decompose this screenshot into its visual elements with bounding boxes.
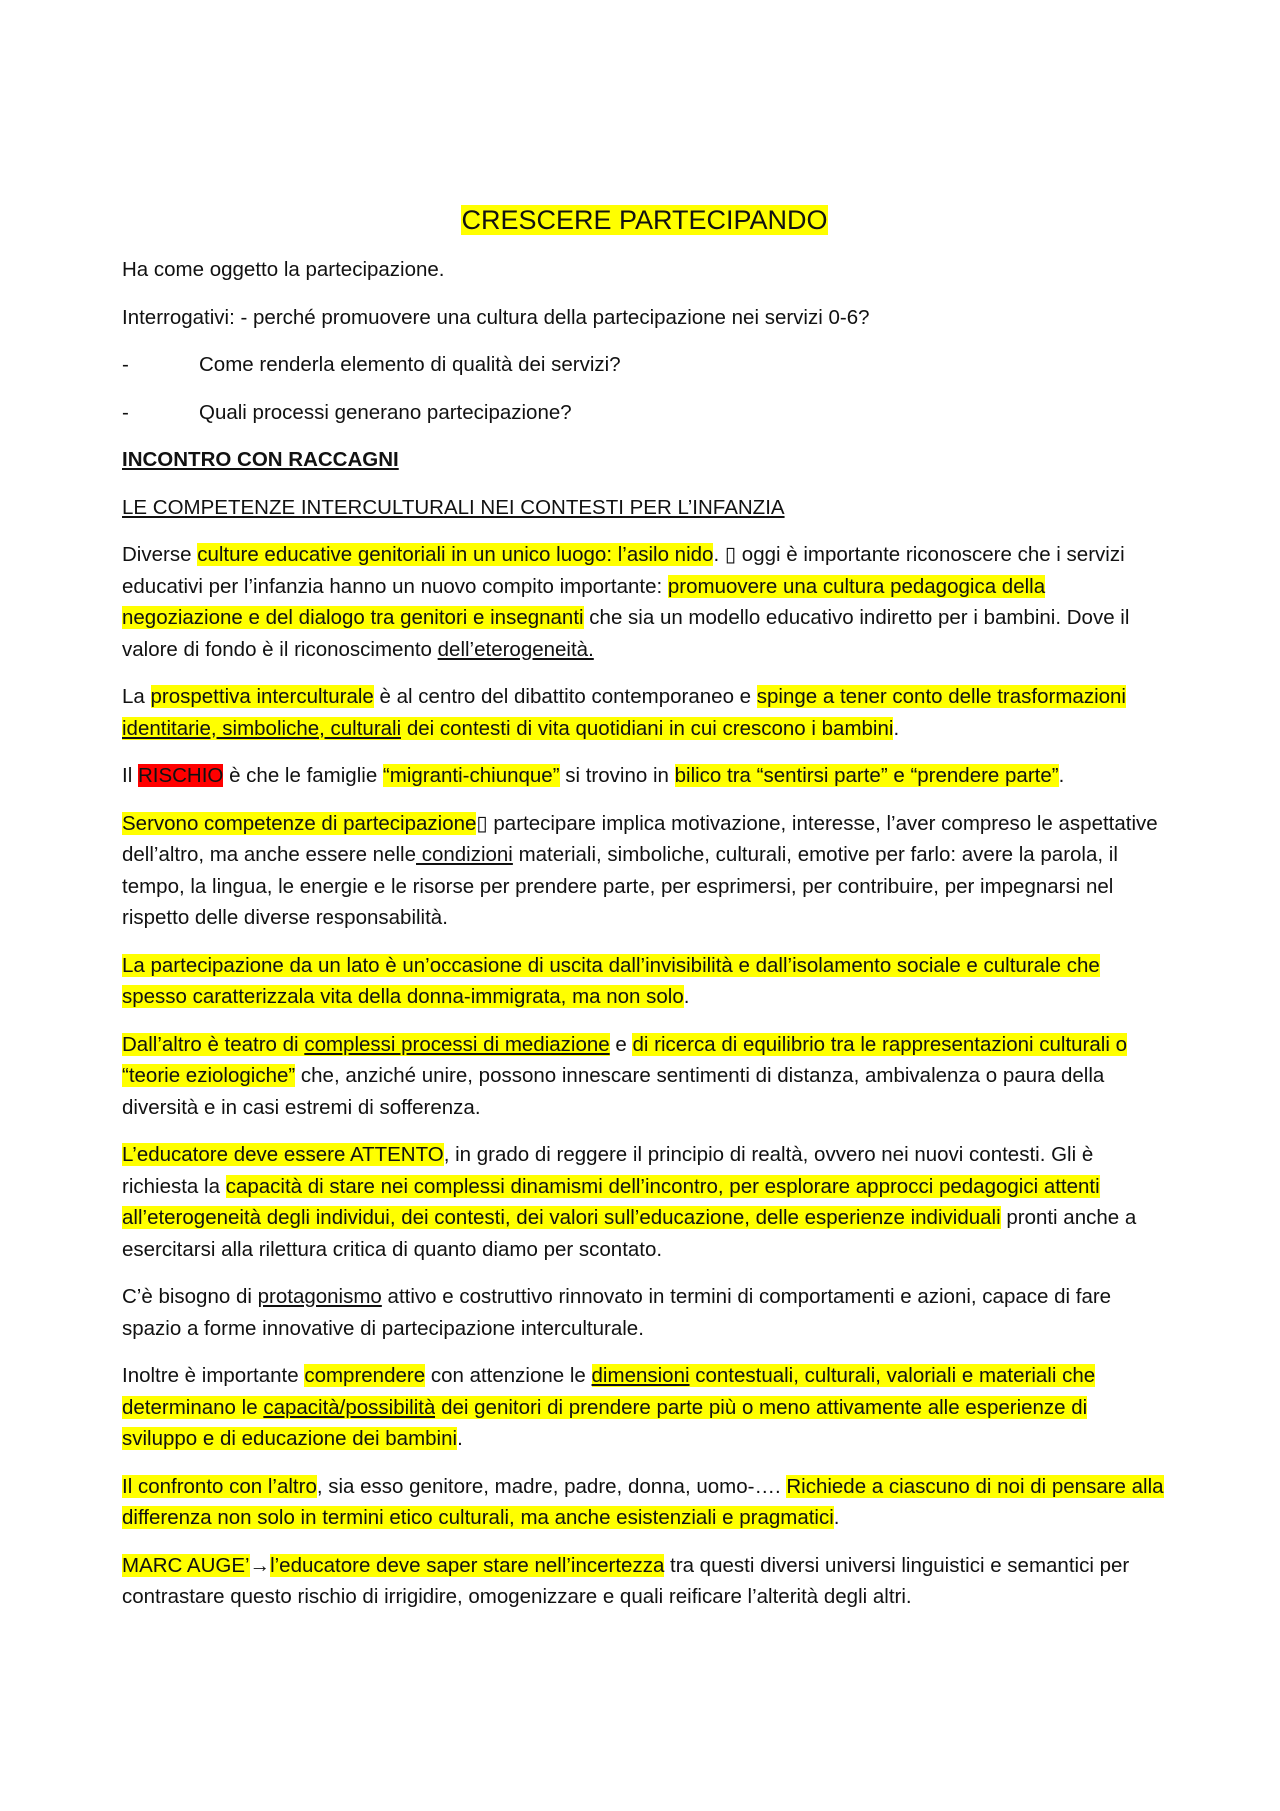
intro-paragraph: Ha come oggetto la partecipazione.	[122, 258, 445, 281]
highlighted-text: Dall’altro è teatro di	[122, 1032, 305, 1056]
text-run: Il	[122, 764, 138, 787]
question-2-text: Come renderla elemento di qualità dei servizi?	[199, 353, 621, 376]
highlighted-underlined-text: capacità/possibilità	[263, 1395, 436, 1419]
paragraph-understanding	[122, 1360, 1167, 1455]
text-run: C’è bisogno di	[122, 1285, 258, 1308]
question-3-text: Quali processi generano partecipazione?	[199, 400, 572, 424]
paragraph-perspective	[122, 681, 1167, 744]
paragraph-educator	[122, 1139, 1167, 1265]
highlighted-text: Servono competenze di partecipazione	[122, 811, 477, 835]
text-run: con attenzione le	[425, 1364, 592, 1387]
paragraph-participation	[122, 950, 1167, 1013]
risk-highlight: RISCHIO	[137, 764, 224, 787]
highlighted-text: spinge a tener conto delle trasformazioni	[756, 685, 1126, 708]
heading-meeting: INCONTRO CON RACCAGNI	[122, 448, 399, 471]
text-run: materiali, simboliche, culturali, emotive per farlo: avere la parola, il tempo, la lingua, le energie e le risorse per prendere parte, per esprimersi, per contribuire, per impegnarsi nel rispetto delle diverse responsabilità.	[122, 843, 1118, 929]
heading-competences: LE COMPETENZE INTERCULTURALI NEI CONTESTI PER L’INFANZIA	[122, 495, 785, 519]
text-run: pronti anche a esercitarsi alla rilettura critica di quanto diamo per scontato.	[122, 1206, 1137, 1261]
underlined-text: condizioni	[416, 843, 513, 866]
text-run: .	[683, 985, 690, 1008]
highlighted-text: Il confronto con l’altro	[122, 1474, 317, 1498]
text-run: si trovino in	[559, 764, 675, 787]
highlighted-text: contestuali, culturali, valoriali e materiali che determinano le	[122, 1364, 1096, 1419]
text-run: è al centro del dibattito contemporaneo e	[373, 685, 757, 708]
text-run: . ▯ oggi è importante riconoscere che i servizi educativi per l’infanzia hanno un nuovo compito importante:	[122, 543, 1125, 598]
text-run: che, anziché unire, possono innescare sentimenti di distanza, ambivalenza o paura della diversità e in casi estremi di sofferenza.	[122, 1064, 1105, 1119]
highlighted-text: “migranti-chiunque”	[382, 764, 560, 787]
highlighted-text: La partecipazione da un lato è un’occasione di uscita dall’invisibilità e dall’isolamento sociale e culturale che spesso caratterizzala vita della donna-immigrata, ma non solo	[122, 953, 1100, 1008]
list-dash: -	[122, 400, 129, 424]
highlighted-text: bilico tra “sentirsi parte” e “prendere parte”	[674, 764, 1059, 787]
text-run: La	[122, 685, 151, 708]
highlighted-text: comprendere	[304, 1364, 426, 1387]
document-title	[122, 200, 1167, 240]
title-text: CRESCERE PARTECIPANDO	[461, 205, 828, 235]
highlighted-text: L’educatore deve essere ATTENTO	[122, 1143, 444, 1166]
text-run: Diverse	[122, 543, 198, 566]
underlined-text: protagonismo	[257, 1285, 382, 1308]
question-3	[122, 397, 1167, 429]
text-run: .	[833, 1506, 840, 1529]
arrow-right-icon: →	[249, 1553, 271, 1577]
text-run: .	[457, 1427, 463, 1450]
paragraph-risk	[122, 760, 1167, 792]
paragraph-mediation	[122, 1029, 1167, 1124]
text-run: è che le famiglie	[223, 764, 383, 787]
paragraph-protagonism	[122, 1281, 1167, 1344]
paragraph-comparison	[122, 1471, 1167, 1534]
document-page	[122, 200, 1167, 1629]
text-run: .	[1058, 764, 1065, 787]
highlighted-underlined-text: dimensioni	[591, 1364, 690, 1387]
text-run: tra questi diversi universi linguistici e semantici per contrastare questo rischio di irrigidire, omogenizzare e quali reificare l’alterità degli altri.	[122, 1553, 1130, 1608]
highlighted-text: Richiede a ciascuno di noi di pensare alla differenza non solo in termini etico culturali, ma anche esistenziali e pragmatici	[122, 1474, 1164, 1529]
highlighted-text: culture educative genitoriali in un unico luogo: l’asilo nido	[197, 543, 714, 566]
highlighted-text: MARC AUGE’	[122, 1553, 250, 1577]
highlighted-text: dei contesti di vita quotidiani in cui crescono i bambini	[401, 716, 894, 740]
highlighted-underlined-text: complessi processi di mediazione	[304, 1032, 610, 1056]
text-run: .	[893, 716, 900, 740]
text-run: e	[609, 1032, 633, 1056]
highlighted-text: di ricerca di equilibrio tra le rappresentazioni culturali o “teorie eziologiche”	[122, 1032, 1127, 1087]
text-run: attivo e costruttivo rinnovato in termini di comportamenti e azioni, capace di fare spazio a forme innovative di partecipazione interculturale.	[122, 1285, 1112, 1340]
highlighted-text: capacità di stare nei complessi dinamismi dell’incontro, per esplorare approcci pedagogici attenti all’eterogeneità degli individui, dei contesti, dei valori sull’educazione, delle esperienze individuali	[122, 1174, 1100, 1229]
highlighted-text: dei genitori di prendere parte più o meno attivamente alle esperienze di sviluppo e di educazione dei bambini	[122, 1395, 1088, 1450]
highlighted-text: promuovere una cultura pedagogica della negoziazione e del dialogo tra genitori e insegnanti	[122, 574, 1046, 629]
question-1: Interrogativi: - perché promuovere una cultura della partecipazione nei servizi 0-6?	[122, 305, 870, 329]
text-run: ▯ partecipare implica motivazione, interesse, l’aver compreso le aspettative dell’altro, ma anche essere nelle	[122, 811, 1158, 866]
highlighted-underlined-text: identitarie, simboliche, culturali	[122, 716, 402, 740]
list-dash: -	[122, 353, 129, 376]
underlined-text: dell’eterogeneità.	[437, 637, 594, 661]
paragraph-competences	[122, 808, 1167, 934]
text-run: , in grado di reggere il principio di realtà, ovvero nei nuovi contesti. Gli è richiesta la	[122, 1143, 1094, 1198]
highlighted-text: l’educatore deve saper stare nell’incertezza	[270, 1553, 665, 1577]
text-run: che sia un modello educativo indiretto per i bambini. Dove il valore di fondo è il riconoscimento	[122, 606, 1130, 661]
question-2	[122, 349, 1167, 381]
text-run: Inoltre è importante	[122, 1364, 305, 1387]
paragraph-auge	[122, 1550, 1167, 1613]
highlighted-text: prospettiva interculturale	[150, 685, 374, 708]
paragraph-cultures	[122, 539, 1167, 665]
text-run: , sia esso genitore, madre, padre, donna, uomo-….	[316, 1474, 787, 1498]
